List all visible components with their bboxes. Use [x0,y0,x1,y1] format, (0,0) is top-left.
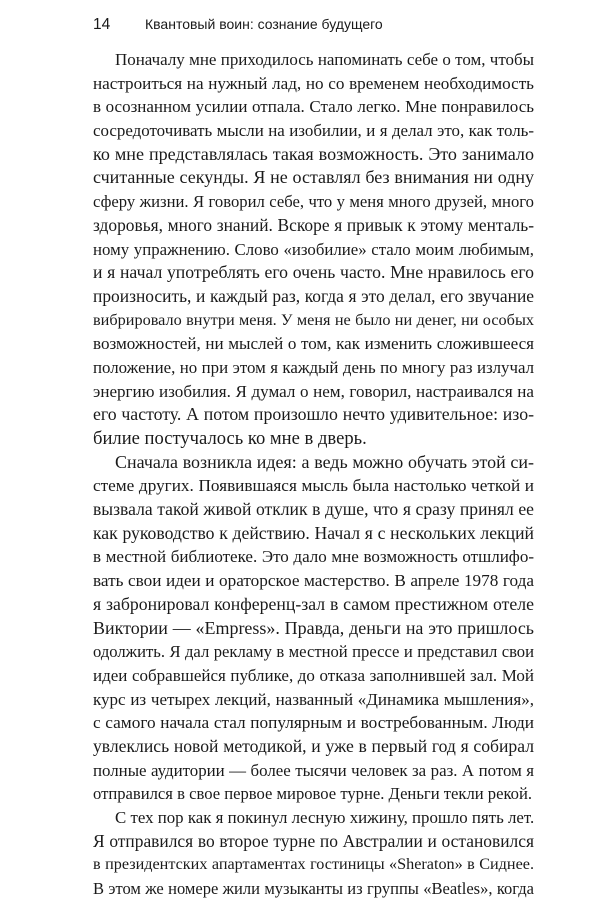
text-line: в президентских апартаментах гостиницы «Sheraton» в Сиднее. [93,855,534,874]
text-line: положение, но при этом я каждый день по многу раз излучал [93,357,534,377]
text-line: с самого начала стал популярным и востребованным. Люди [93,713,534,733]
text-line: в осознанном усилии отпала. Стало легко. Мне понравилось [93,97,534,117]
text-line: здоровья, много знаний. Вскоре я привык к этому менталь- [93,214,534,235]
text-line: полные аудитории — более тысячи человек за раз. А потом я [93,760,534,780]
running-head [93,13,533,35]
body-text [93,48,534,901]
text-line: сосредоточивать мысли на изобилии, и я делал это, как толь- [93,121,534,141]
text-line: С тех пор как я покинул лесную хижину, прошло пять лет. [115,808,535,827]
text-line: одолжить. Я дал рекламу в местной прессе и представил свои [93,642,534,662]
text-line: настроиться на нужный лад, но со временем необходимость [93,73,534,93]
text-line: ному упражнению. Слово «изобилие» стало моим любимым, [93,239,534,259]
text-line: увлеклись новой методикой, и уже в первый год я собирал [93,735,534,756]
text-line: возможностей, ни мыслей о том, как изменить сложившееся [93,334,534,354]
text-line: произносить, и каждый раз, когда я это делал, его звучание [93,285,534,306]
text-line: Виктории — «Empress». Правда, деньги на это пришлось [93,617,534,638]
text-line: сферу жизни. Я говорил себе, что у меня много друзей, много [93,192,534,212]
text-line: идеи собравшейся публике, до отказа заполнившей зал. Мой [93,665,534,685]
text-line: я забронировал конференц-зал в самом престижном отеле [93,593,534,614]
text-line: вызвала такой живой отклик в душе, что я сразу принял ее [93,499,534,520]
text-line: Я отправился во второе турне по Австралии и остановился [93,830,534,851]
text-line: курс из четырех лекций, названный «Динамика мышления», [93,689,534,709]
text-line: стеме других. Появившаяся мысль была настолько четкой и [93,476,534,496]
text-line: вибрировало внутри меня. У меня не было ни денег, ни особых [93,310,534,329]
text-line: как руководство к действию. Начал я с нескольких лекций [93,522,534,543]
text-line: и я начал употреблять его очень часто. Мне нравилось его [93,262,534,283]
text-line: его частоту. А потом произошло нечто удивительное: изо- [93,404,534,425]
text-line: считанные секунды. Я не оставлял без внимания ни одну [93,167,534,188]
text-line: Поначалу мне приходилось напоминать себе о том, чтобы [115,50,534,69]
text-line: энергию изобилия. Я думал о нем, говорил, настраивался на [93,381,534,401]
text-line: Сначала возникла идея: а ведь можно обучать этой си- [115,451,534,472]
running-title: Квантовый воин: сознание будущего [145,16,383,32]
text-line: вать свои идеи и ораторское мастерство. В апреле 1978 года [93,571,534,591]
text-line: В этом же номере жили музыканты из группы «Beatles», когда [93,879,534,899]
text-line: ко мне представлялась такая возможность. Это занимало [93,143,534,164]
page-number: 14 [93,16,111,33]
text-line: в местной библиотеке. Это дало мне возможность отшлифо- [93,547,534,567]
text-line: билие постучалось ко мне в дверь. [93,428,367,449]
text-line: отправился в свое первое мировое турне. Деньги текли рекой. [93,784,533,804]
